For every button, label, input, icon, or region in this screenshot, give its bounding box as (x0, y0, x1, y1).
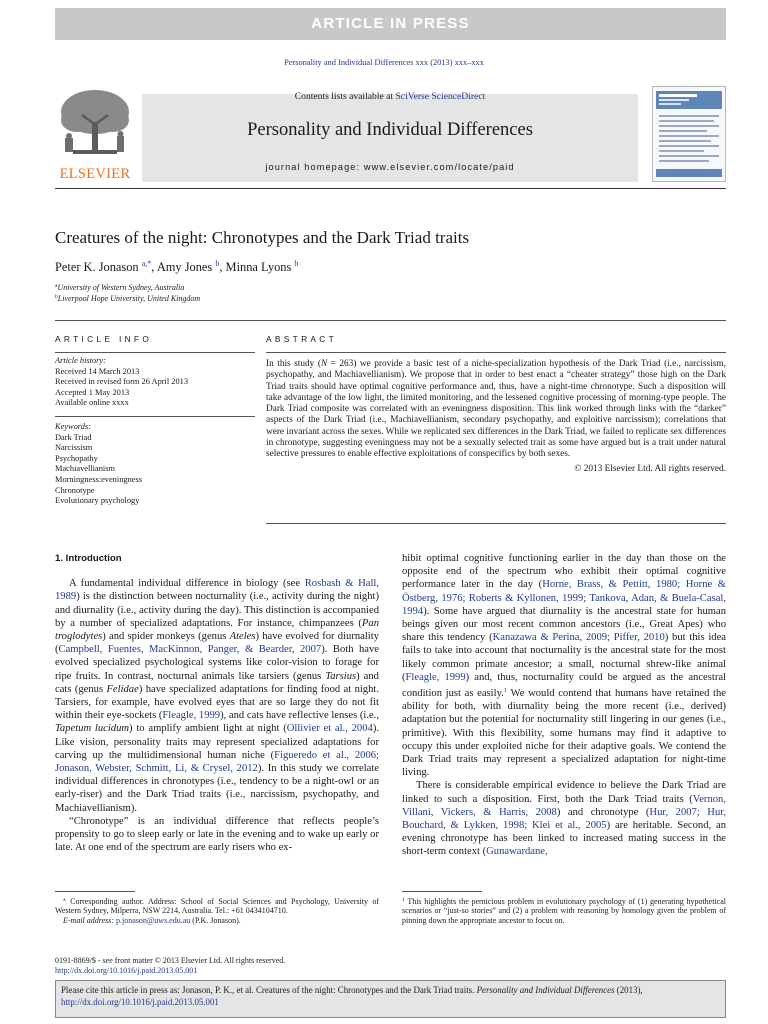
keyword: Chronotype (55, 485, 95, 495)
journal-citation-link[interactable] (0, 58, 768, 67)
contents-prefix: Contents lists available at (294, 91, 396, 102)
abstract-text: In this study (N = 263) we provide a basic test of a niche-specialization hypothesis of the Dark Triad (i.e., narcissism, psychopathy, and Machiavellianism). We propose that in order to best enact a “cheater strategy” those high on the Dark Triad traits should have optimal cognitive performance and, thus, have a night-time chronotype. Such a disposition will take advantage of the low light, the limited monitoring, and the lessened cognitive processing of morning-type people. The Dark Triad composite was correlated with an eveningness disposition. This link worked through links with the “darker” aspects of the Dark Triad (i.e., Machiavellianism, secondary psychopathy, and exploitive narcissism); correlations that were invariant across the sexes. While we replicated sex differences in the Dark Triad, we failed to replicate sex differences in chronotype, suggesting eveningness may not be a sexually selected trait as some have argued but is a trait under natural selective pressures to enable effective exploitations of conspecifics by both sexes. (266, 359, 726, 460)
article-info-column (55, 356, 255, 507)
corresponding-marker: ⁎ (63, 897, 66, 903)
email-link[interactable]: p.jonason@uws.edu.au (116, 915, 191, 925)
keywords-label: Keywords: (55, 421, 91, 431)
abstract-column (266, 356, 726, 474)
author-name[interactable]: Amy Jones (156, 260, 213, 274)
citation-link[interactable]: Horne, Brass, & Pettitt, 1980; Horne & Östberg, 1976; Roberts & Kyllonen, 1999; Tankova, Adan, & Buela-Casal, 1994 (402, 579, 727, 617)
body-paragraph: hibit optimal cognitive functioning earlier in the day than those on the opposite end of the spectrum who exhibit their optimal cognitive performance later in the day (Horne, Brass, & Pettitt, 1980; Horne & Östberg, 1976; Roberts & Kyllonen, 1999; Tankova, Adan, & Buela-Casal, 1994). Some have argued that diurnality is the ancestral state for human beings given our most recent common ancestors (i.e., Great Apes) who share this tendency (Kanazawa & Perina, 2009; Piffer, 2010) but this idea fails to take into account that nocturnality is the ancestral state for the most likely common primate ancestor; a small, nocturnal shrew-like animal (Fleagle, 1999) and, thus, nocturnality could be argued as the ancestral condition just as easily.$^1$ We would contend that humans have retained the ability for both, with diurnality being the more recent (i.e., derived) adaptation but the potential for nocturnality still lingering in our genes (i.e., primitive). With this flexibility, some humans may find it adaptive to occupy this under exploited niche for their adaptive goals. We contend the Dark Triad traits may represent a specialized adaptation for night-time living. (402, 553, 727, 779)
sample-size-variable: N (320, 359, 328, 369)
journal-citation-text[interactable]: Personality and Individual Differences xxx (2013) xxx–xxx (284, 58, 484, 67)
history-item: Received in revised form 26 April 2013 (55, 377, 189, 387)
author-name[interactable]: Peter K. Jonason (55, 260, 139, 274)
article-in-press-banner: ARTICLE IN PRESS (55, 8, 726, 40)
citation-link[interactable]: Ollivier et al., 2004 (286, 723, 373, 735)
body-column-right (402, 552, 726, 859)
citation-link[interactable]: Hur, 2007; Hur, Bouchard, & Lykken, 1998; Klei et al., 2005 (402, 806, 726, 832)
abstract-heading: ABSTRACT (266, 334, 338, 344)
affiliation-marker: b (55, 294, 58, 300)
homepage-link[interactable]: www.elsevier.com/locate/paid (363, 162, 515, 172)
issn-line: 0191-8869/$ - see front matter © 2013 Elsevier Ltd. All rights reserved. (55, 956, 286, 965)
cite-doi-link[interactable]: http://dx.doi.org/10.1016/j.paid.2013.05.001 (61, 997, 219, 1007)
citation-link[interactable]: Kanazawa & Perina, 2009; Piffer, 2010 (492, 632, 665, 644)
citation-link[interactable]: Figueredo et al., 2006; Jonason, Webster, Schmitt, Li, & Crysel, 2012 (55, 749, 379, 775)
publisher-logo (55, 86, 135, 182)
affiliation (55, 294, 200, 303)
citation-link[interactable]: Fleagle, 1999 (405, 671, 466, 683)
affiliation (55, 283, 184, 292)
sciencedirect-link[interactable]: SciVerse ScienceDirect (395, 91, 486, 102)
article-info-rule (55, 352, 255, 353)
article-title: Creatures of the night: Chronotypes and the Dark Triad traits (55, 228, 470, 247)
affiliation-marker: a (55, 283, 58, 289)
author-affiliation-marker[interactable]: a,* (141, 259, 152, 268)
author-affiliation-marker[interactable]: b (215, 259, 220, 268)
author-affiliation-marker[interactable]: b (294, 259, 299, 268)
keyword: Machiavellianism (55, 464, 116, 474)
article-info-heading: ARTICLE INFO (55, 334, 153, 344)
corresponding-author-note: ⁎ Corresponding author. Address: School of Social Sciences and Psychology, University of Western Sydney, Milperra, NSW 2214, Australia. Tel.: +61 0434104710. E-mail address: p.jonason@uws.edu.au (P.K. Jonason). (55, 897, 379, 925)
history-label: Article history: (55, 356, 106, 365)
citation-link[interactable]: Rosbash & Hall, 1989 (55, 578, 379, 603)
section-heading: 1. Introduction (55, 553, 122, 564)
cite-journal-name: Personality and Individual Differences (476, 985, 615, 995)
journal-cover-icon (653, 87, 725, 181)
journal-title: Personality and Individual Differences (247, 120, 533, 140)
homepage-prefix: journal homepage: (265, 162, 364, 172)
elsevier-tree-icon (55, 86, 135, 164)
citation-link[interactable]: Vernon, Villani, Vickers, & Harris, 2008 (402, 793, 726, 818)
citation-link[interactable]: Campbell, Fuentes, MacKinnon, Panger, & Bearder, 2007 (58, 644, 322, 656)
journal-homepage (142, 162, 638, 172)
author-separator: , (219, 260, 226, 274)
body-paragraph: A fundamental individual difference in biology (see Rosbash & Hall, 1989) is the distinction between nocturnality (i.e., activity during the night) and diurnality (i.e., activity during the day). This distinction is accompanied by a number of specialized adaptations. For instance, chimpanzees (Pan troglodytes) and spider monkeys (genus Ateles) have evolved for diurnality (Campbell, Fuentes, MacKinnon, Panger, & Bearder, 2007). Both have evolved specialized psychological systems like color-vision to forage for ripe fruits. In contrast, nocturnal animals like tarsiers (genus Tarsius) and cats (genus Felidae) have specialized adaptations for finding food at night. Tarsiers, for example, have evolved eyes that are so large they do not fit within their eye-sockets (Fleagle, 1999), and cats have reflective lenses (i.e., Tapetum lucidum) to amplify ambient light at night (Ollivier et al., 2004). Like vision, personality traits may represent specialized adaptations for carving up the multidimensional human niche (Figueredo et al., 2006; Jonason, Webster, Schmitt, Li, & Crysel, 2012). In this study we correlate individual differences in chronotypes (i.e., tendency to be a night-owl or an early-riser) and the Dark Triad traits (i.e., narcissism, psychopathy, and Machiavellianism). (55, 578, 380, 814)
title-rule (55, 320, 726, 321)
footnote-number: 1 (402, 897, 405, 903)
keyword: Dark Triad (55, 432, 92, 442)
footnote-rule-right (402, 891, 482, 892)
affiliation-text: Liverpool Hope University, United Kingdom (57, 294, 201, 303)
citation-link[interactable]: Fleagle, 1999 (162, 710, 221, 722)
journal-masthead (142, 86, 638, 182)
author-separator: , (151, 260, 157, 274)
publisher-wordmark: ELSEVIER (59, 166, 131, 182)
author-name[interactable]: Minna Lyons (225, 260, 292, 274)
abstract-copyright: © 2013 Elsevier Ltd. All rights reserved. (574, 463, 726, 474)
cite-this-article-box: Please cite this article in press as: Jonason, P. K., et al. Creatures of the night: Chronotypes and the Dark Triad traits. Personality and Individual Differences (2013), http://dx.doi.org/10.1016/j.paid.2013.05.001 (55, 980, 726, 1018)
keyword: Psychopathy (55, 453, 98, 463)
keyword: Morningness:eveningness (55, 474, 142, 484)
history-item: Available online xxxx (55, 398, 129, 408)
info-divider (55, 416, 255, 417)
abstract-bottom-rule (266, 523, 726, 524)
front-matter (55, 956, 285, 977)
body-paragraph: “Chronotype” is an individual difference that reflects people’s propensity to go to sleep early or late in the evening and to wake up early or late. At one end of the spectrum are early risers who ex- (55, 815, 379, 854)
history-item: Received 14 March 2013 (55, 366, 140, 376)
body-paragraph: There is considerable empirical evidence to believe the Dark Triad are linked to such a disposition. First, both the Dark Triad traits (Vernon, Villani, Vickers, & Harris, 2008) and chronotype (Hur, 2007; Hur, Bouchard, & Lykken, 1998; Klei et al., 2005) are heritable. Second, an evening chronotype has been linked to increased mating success in the short-term context (Gunawardane, (402, 780, 726, 858)
footnote-marker[interactable]: 1 (503, 687, 508, 695)
masthead-rule (55, 188, 726, 189)
contents-availability (142, 86, 638, 108)
footnote-1: $^1$ This highlights the pernicious problem in evolutionary psychology of (1) generating hypothetical scenarios or “just-so stories” and (2) a problem with reasoning by homology given the problem of pinning down the appropriate ancestor to focus on. (402, 897, 726, 925)
keyword: Evolutionary psychology (55, 496, 140, 506)
author-list (55, 259, 298, 275)
abstract-rule (266, 352, 726, 353)
journal-cover-thumbnail[interactable] (652, 86, 726, 182)
history-item: Accepted 1 May 2013 (55, 387, 130, 397)
doi-link[interactable]: http://dx.doi.org/10.1016/j.paid.2013.05.001 (55, 966, 198, 976)
body-column-left (55, 552, 379, 854)
citation-link[interactable]: Gunawardane, (486, 846, 548, 858)
affiliation-text: University of Western Sydney, Australia (57, 283, 185, 292)
footnote-rule-left (55, 891, 135, 892)
keyword: Narcissism (55, 443, 93, 453)
